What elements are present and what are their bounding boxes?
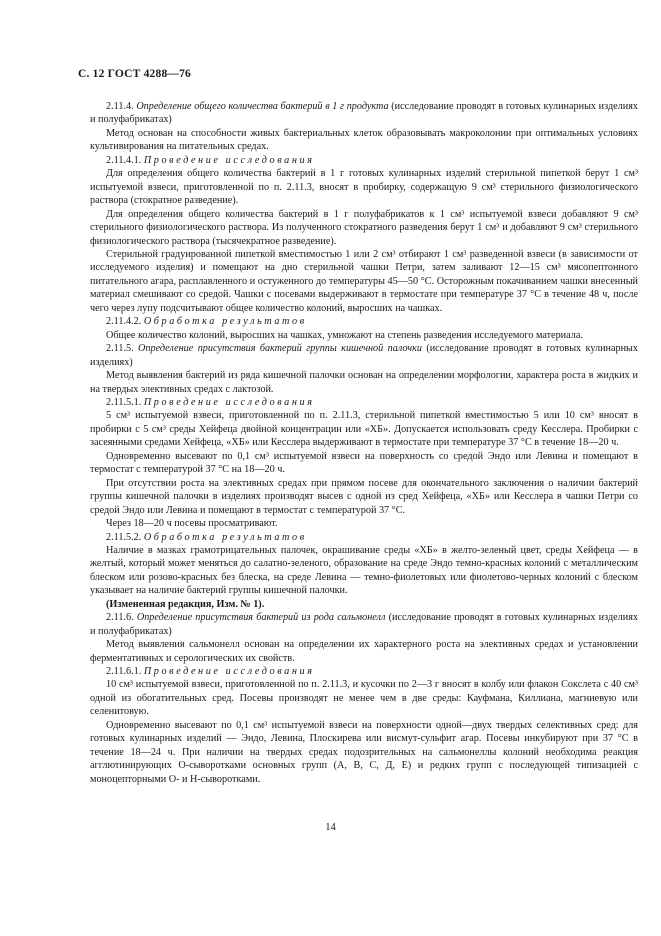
section-title: Определение общего количества бактерий в 1 г продукта [136, 101, 389, 112]
paragraph: Общее количество колоний, выросших на чашках, умножают на степень разведения исследуемого материала. [106, 329, 583, 341]
paragraph: Стерильной градуированной пипеткой вместимостью 1 или 2 см³ отбирают 1 см³ разведенной взвеси (в зависимости от исследуемого изделия) и помещают на дно стерильной чашки Петри, затем заливают 12—15 см³ мясопептонного питательного агара, расплавленного и остуженного до температуры 45—50 °С. Осторожным покачиванием чашки внесенный материал смешивают со средой. Чашки с посевами выдерживают в термостате при температуре 37 °С в течение 48 ч, после чего через лупу подсчитывают общее количество колоний, выросших на чашках. [90, 248, 638, 314]
page-header: С. 12 ГОСТ 4288—76 [78, 68, 191, 80]
paragraph: Для определения общего количества бактерий в 1 г полуфабрикатов к 1 см³ испытуемой взвеси добавляют 9 см³ стерильного физиологического раствора. Из полученного стократного разведения берут 1 см³ и добавляют 9 см³ стерильного физиологического раствора (тысячекратное разведение). [90, 208, 638, 247]
paragraph: 5 см³ испытуемой взвеси, приготовленной по п. 2.11.3, стерильной пипеткой вместимостью 5 или 10 см³ вносят в пробирки с 5 см³ среды Хейфеца двойной концентрации или «ХБ». Допускается использовать среду Кесслера. Пробирки с засеянными средами Хейфеца, «ХБ» или Кесслера выдерживают в термостате при температуре 37 °С в течение 18—20 ч. [90, 410, 638, 449]
document-body [90, 100, 638, 786]
section-title: Определение присутствия бактерий группы кишечной палочки [138, 343, 422, 355]
paragraph: Метод выявления бактерий из ряда кишечной палочки основан на определении морфологии, характера роста в жидких и на твердых элективных средах с лактозой. [90, 370, 638, 395]
paragraph: Через 18—20 ч посевы просматривают. [106, 518, 278, 530]
paragraph: 10 см³ испытуемой взвеси, приготовленной по п. 2.11.3, и кусочки по 2—3 г вносят в колбу или флакон Сокслета с 40 см³ одной из обогатительных сред. Посевы производят не менее чем в две среды: Кауфмана, Киллиана, магниевую или селенитовую. [90, 679, 638, 718]
section-2-11-5: 2.11.5. Определение присутствия бактерий группы кишечной палочки (исследование проводят в готовых кулинарных изделиях) [90, 343, 638, 368]
subsection-2-11-6-1: 2.11.6.1. Проведение исследования [106, 666, 315, 678]
page-number: 14 [325, 822, 336, 833]
subsection-2-11-5-2: 2.11.5.2. Обработка результатов [106, 531, 307, 543]
subsection-title: Проведение исследования [143, 666, 315, 678]
subsection-title: Проведение исследования [143, 396, 315, 408]
section-2-11-6: 2.11.6. Определение присутствия бактерий из рода сальмонелл (исследование проводят в готовых кулинарных изделиях и полуфабрикатах) [90, 612, 638, 637]
subsection-2-11-4-2: 2.11.4.2. Обработка результатов [106, 316, 307, 328]
paragraph: Одновременно высевают по 0,1 см³ испытуемой взвеси на поверхности одной—двух твердых селективных сред: для готовых кулинарных изделий — Эндо, Левина, Плоскирева или висмут-сульфит агар. Посевы инкубируют при 37 °С в течение 18—24 ч. При наличии на твердых средах подозрительных на сальмонеллы колоний необходима реакция агглютинирующих О-сыворотками основных групп (А, В, С, Д, Е) и редких групп с последующей типизацией с моноцепторными О- и Н-сыворотками. [90, 719, 638, 785]
subsection-title: Обработка результатов [143, 316, 307, 328]
paragraph: Одновременно высевают по 0,1 см³ испытуемой взвеси на поверхность со средой Эндо или Левина и помещают в термостат с температурой 37 °С на 18—20 ч. [90, 450, 638, 476]
paragraph: При отсутствии роста на элективных средах при прямом посеве для окончательного заключения о наличии бактерий группы кишечной палочки в изделиях производят высев с одной из сред Хейфеца, «ХБ» или Кесслера в чашки Петри со средой Эндо или Левина и помещают в термостат с температурой 37 °С. [90, 477, 638, 516]
subsection-title: Обработка результатов [143, 531, 307, 543]
paragraph: Метод выявления сальмонелл основан на определении их характерного роста на элективных средах и установлении ферментативных и серологических их свойств. [90, 639, 638, 664]
subsection-2-11-5-1: 2.11.5.1. Проведение исследования [106, 396, 315, 408]
paragraph: Для определения общего количества бактерий в 1 г готовых кулинарных изделий стерильной пипеткой берут 1 см³ испытуемой взвеси, приготовленной по п. 2.11.3, вносят в пробирку, содержащую 9 см³ стерильного физиологического раствора (стократное разведение). [90, 168, 638, 207]
amendment-note: (Измененная редакция, Изм. № 1). [106, 598, 265, 610]
section-2-11-4: 2.11.4. Определение общего количества бактерий в 1 г продукта (исследование проводят в готовых кулинарных изделиях и полуфабрикатах) [90, 101, 638, 126]
subsection-2-11-4-1: 2.11.4.1. Проведение исследования [106, 154, 315, 166]
section-title: Определение присутствия бактерий из рода сальмонелл [136, 612, 386, 624]
paragraph: Наличие в мазках грамотрицательных палочек, окрашивание среды «ХБ» в желто-зеленый цвет, среды Хейфеца — в желтый, который может меняться до салатно-зеленого, образование на среде Эндо темно-красных колоний с металлическим блеском или розово-красных без блеска, на среде Левина — темно-фиолетовых или фиолетово-черных колоний с блеском указывает на наличие бактерий группы кишечной палочки. [90, 544, 638, 597]
paragraph: Метод основан на способности живых бактериальных клеток образовывать макроколонии при оптимальных условиях культивирования на питательных средах. [90, 127, 638, 153]
subsection-title: Проведение исследования [143, 154, 315, 166]
